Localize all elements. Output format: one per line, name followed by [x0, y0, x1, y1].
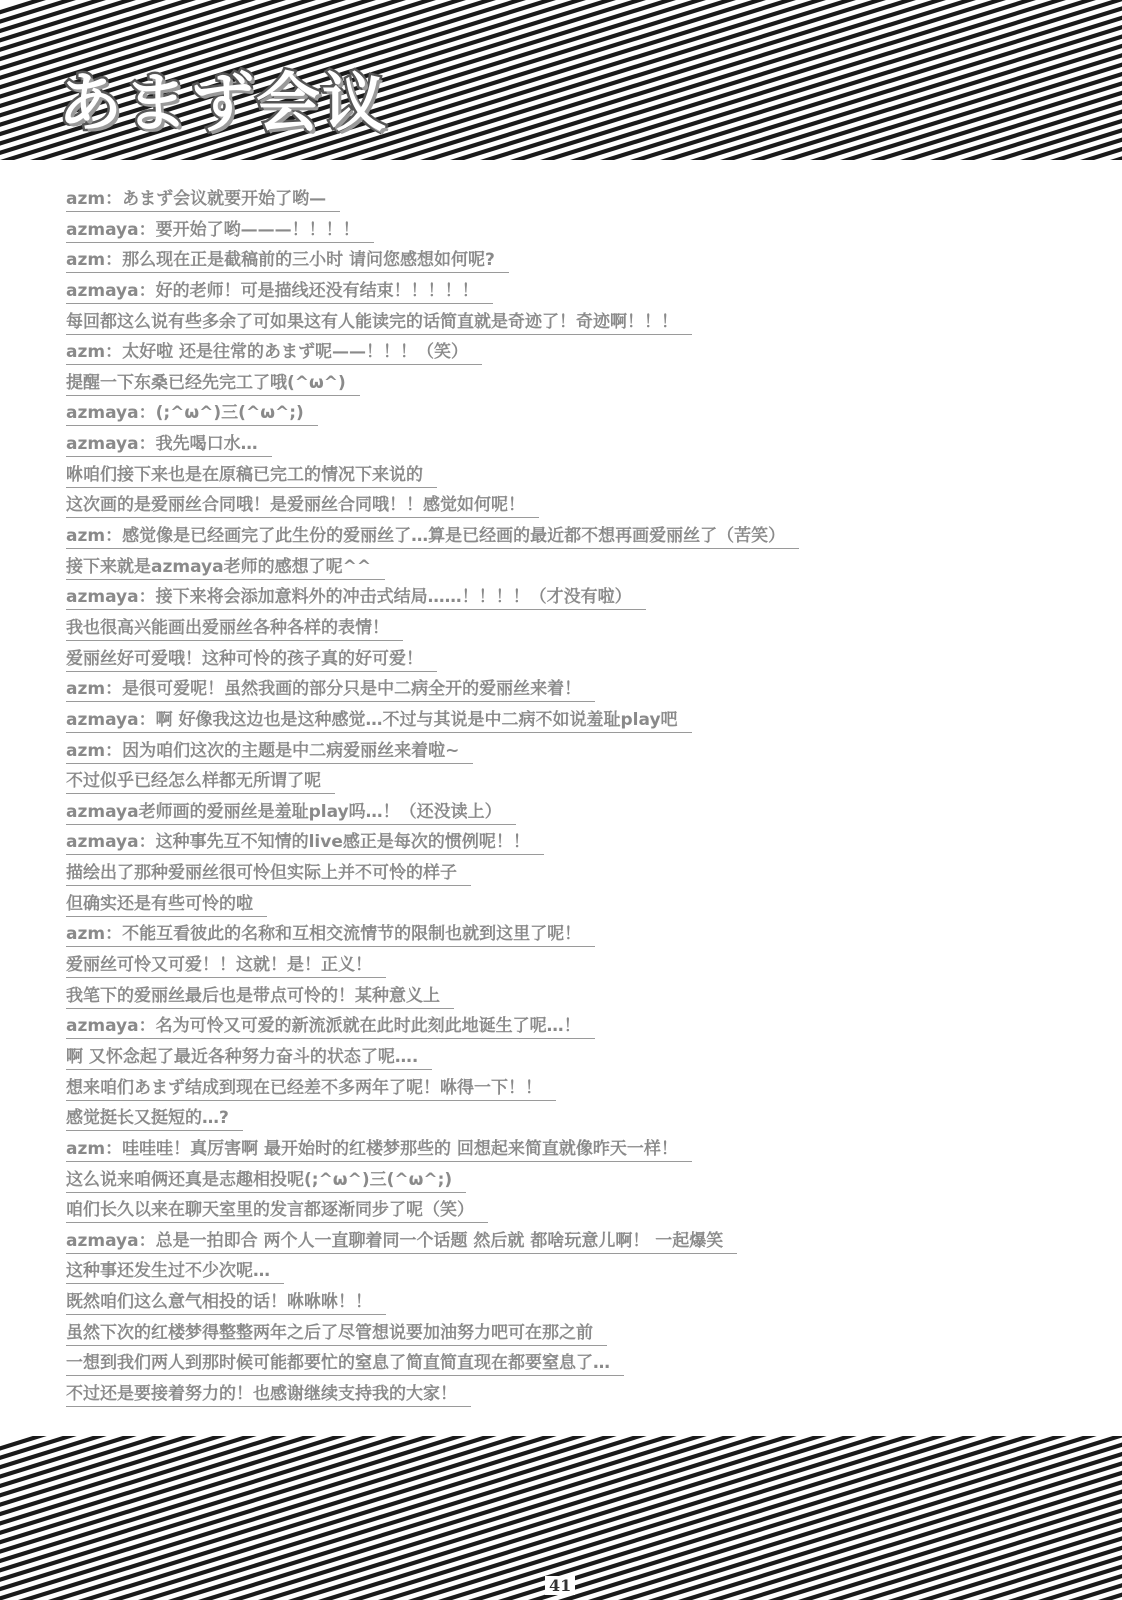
dialogue-line: [66, 616, 1056, 647]
dialogue-text: 这次画的是爱丽丝合同哦！是爱丽丝合同哦！！感觉如何呢！: [66, 493, 539, 518]
dialogue-text: 感觉挺长又挺短的…?: [66, 1106, 243, 1131]
dialogue-text: azm：感觉像是已经画完了此生份的爱丽丝了…算是已经画的最近都不想再画爱丽丝了（苦笑）: [66, 524, 799, 549]
dialogue-text: 不过似乎已经怎么样都无所谓了呢: [66, 769, 335, 794]
dialogue-line: [66, 340, 1056, 371]
dialogue-line: [66, 984, 1056, 1015]
page-number: 41: [545, 1576, 575, 1595]
dialogue-line: [66, 1382, 1056, 1413]
dialogue-text: azmaya：啊 好像我这边也是这种感觉…不过与其说是中二病不如说羞耻play吧: [66, 708, 692, 733]
dialogue-text: azm：是很可爱呢！虽然我画的部分只是中二病全开的爱丽丝来着！: [66, 677, 595, 702]
dialogue-line: [66, 861, 1056, 892]
stripe: [690, 0, 1122, 160]
dialogue-line: [66, 1168, 1056, 1199]
stripe: [1050, 0, 1122, 160]
dialogue-text: azmaya：要开始了哟———！！！！: [66, 218, 374, 243]
dialogue-line: [66, 432, 1056, 463]
dialogue-line: [66, 401, 1056, 432]
dialogue-text: azmaya：这种事先互不知情的live感正是每次的惯例呢！！: [66, 830, 544, 855]
dialogue-text: 描绘出了那种爱丽丝很可怜但实际上并不可怜的样子: [66, 861, 471, 886]
dialogue-text: azmaya：(;^ω^)三(^ω^;): [66, 401, 318, 426]
dialogue-text: 这么说来咱俩还真是志趣相投呢(;^ω^)三(^ω^;): [66, 1168, 466, 1193]
dialogue-text: 但确实还是有些可怜的啦: [66, 892, 267, 917]
dialogue-text: 提醒一下东桑已经先完工了哦(^ω^): [66, 371, 360, 396]
dialogue-line: [66, 892, 1056, 923]
dialogue-line: [66, 1198, 1056, 1229]
dialogue-text: 我笔下的爱丽丝最后也是带点可怜的！某种意义上: [66, 984, 454, 1009]
dialogue-line: [66, 677, 1056, 708]
page-title: あまず会议: [58, 67, 388, 141]
dialogue-line: [66, 922, 1056, 953]
dialogue-line: [66, 310, 1056, 341]
dialogue-line: [66, 493, 1056, 524]
dialogue-text: 接下来就是azmaya老师的感想了呢^^: [66, 555, 385, 580]
dialogue-line: [66, 1321, 1056, 1352]
dialogue-text: 一想到我们两人到那时候可能都要忙的窒息了简直简直现在都要窒息了…: [66, 1351, 624, 1376]
stripe: [1110, 0, 1122, 160]
dialogue-line: [66, 953, 1056, 984]
dialogue-list: [66, 187, 1056, 1413]
dialogue-text: 想来咱们あまず结成到现在已经差不多两年了呢！咻得一下！！: [66, 1076, 556, 1101]
dialogue-line: [66, 371, 1056, 402]
dialogue-line: [66, 830, 1056, 861]
dialogue-text: 每回都这么说有些多余了可如果这有人能读完的话简直就是奇迹了！奇迹啊！！！: [66, 310, 692, 335]
dialogue-line: [66, 1076, 1056, 1107]
dialogue-line: [66, 1014, 1056, 1045]
dialogue-text: 我也很高兴能画出爱丽丝各种各样的表情！: [66, 616, 403, 641]
dialogue-line: [66, 1229, 1056, 1260]
dialogue-text: 爱丽丝好可爱哦！这种可怜的孩子真的好可爱！: [66, 647, 437, 672]
dialogue-line: [66, 800, 1056, 831]
dialogue-line: [66, 739, 1056, 770]
dialogue-text: 爱丽丝可怜又可爱！！这就！是！正义！: [66, 953, 386, 978]
dialogue-text: 这种事还发生过不少次呢…: [66, 1259, 284, 1284]
dialogue-text: 不过还是要接着努力的！也感谢继续支持我的大家！: [66, 1382, 471, 1407]
dialogue-text: azm：因为咱们这次的主题是中二病爱丽丝来着啦~: [66, 739, 473, 764]
dialogue-text: azm：不能互看彼此的名称和互相交流情节的限制也就到这里了呢！: [66, 922, 595, 947]
dialogue-line: [66, 708, 1056, 739]
dialogue-line: [66, 279, 1056, 310]
dialogue-line: [66, 524, 1056, 555]
dialogue-line: [66, 1290, 1056, 1321]
dialogue-text: azmaya：好的老师！可是描线还没有结束！！！！！: [66, 279, 493, 304]
dialogue-line: [66, 248, 1056, 279]
dialogue-line: [66, 1137, 1056, 1168]
dialogue-text: azm：那么现在正是截稿前的三小时 请问您感想如何呢?: [66, 248, 509, 273]
dialogue-text: azmaya：总是一拍即合 两个人一直聊着同一个话题 然后就 都啥玩意儿啊！ 一起爆笑: [66, 1229, 737, 1254]
dialogue-line: [66, 218, 1056, 249]
dialogue-line: [66, 1106, 1056, 1137]
dialogue-line: [66, 1259, 1056, 1290]
dialogue-line: [66, 647, 1056, 678]
stripe: [870, 0, 1122, 160]
dialogue-text: 既然咱们这么意气相投的话！咻咻咻！！: [66, 1290, 386, 1315]
dialogue-text: azmaya老师画的爱丽丝是羞耻play吗…！（还没读上）: [66, 800, 516, 825]
dialogue-line: [66, 769, 1056, 800]
stripe: [1038, 1436, 1122, 1600]
dialogue-line: [66, 1045, 1056, 1076]
dialogue-text: azmaya：我先喝口水…: [66, 432, 272, 457]
dialogue-line: [66, 555, 1056, 586]
dialogue-text: azmaya：名为可怜又可爱的新流派就在此时此刻此地诞生了呢…！: [66, 1014, 595, 1039]
dialogue-line: [66, 463, 1056, 494]
dialogue-text: 咻咱们接下来也是在原稿已完工的情况下来说的: [66, 463, 437, 488]
dialogue-text: azm：太好啦 还是往常的あまず呢——！！！（笑）: [66, 340, 482, 365]
dialogue-text: azm：哇哇哇！真厉害啊 最开始时的红楼梦那些的 回想起来简直就像昨天一样！: [66, 1137, 692, 1162]
dialogue-line: [66, 585, 1056, 616]
dialogue-text: 虽然下次的红楼梦得整整两年之后了尽管想说要加油努力吧可在那之前: [66, 1321, 607, 1346]
dialogue-line: [66, 187, 1056, 218]
dialogue-text: azmaya：接下来将会添加意料外的冲击式结局……！！！！（才没有啦）: [66, 585, 646, 610]
dialogue-text: 啊 又怀念起了最近各种努力奋斗的状态了呢….: [66, 1045, 432, 1070]
dialogue-text: 咱们长久以来在聊天室里的发言都逐渐同步了呢（笑）: [66, 1198, 488, 1223]
dialogue-line: [66, 1351, 1056, 1382]
dialogue-text: azm：あまず会议就要开始了哟—: [66, 187, 340, 212]
